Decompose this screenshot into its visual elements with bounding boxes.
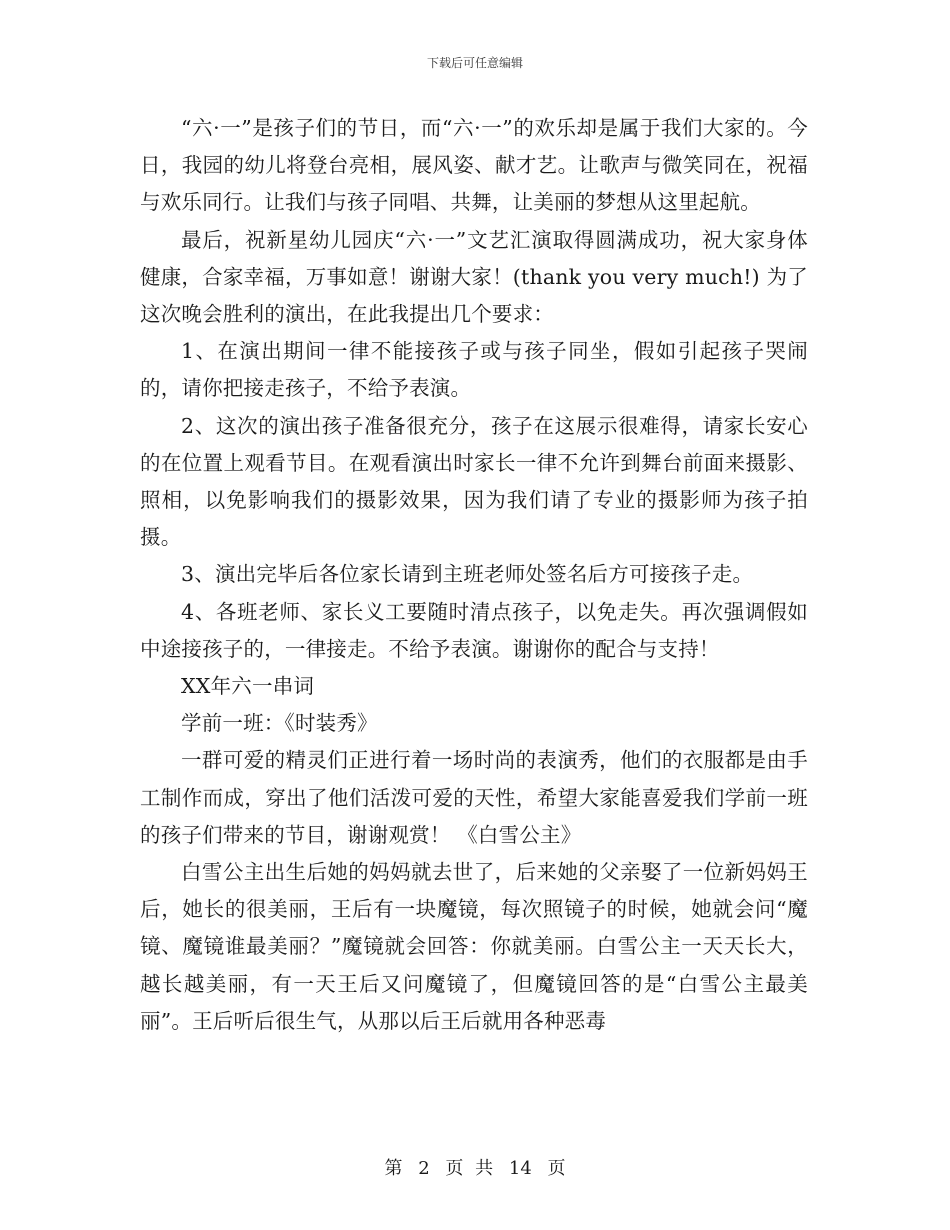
paragraph-snow-white: 白雪公主出生后她的妈妈就去世了，后来她的父亲娶了一位新妈妈王后，她长的很美丽，王后有一块魔镜，每次照镜子的时候，她就会问“魔镜、魔镜谁最美丽？”魔镜就会回答：你就美丽。白雪公主一天天长大，越长越美丽，有一天王后又问魔镜了，但魔镜回答的是“白雪公主最美丽”。王后听后很生气，从那以后王后就用各种恶毒 — [140, 860, 808, 1033]
paragraph-rule-4: 4、各班老师、家长义工要随时清点孩子，以免走失。再次强调假如中途接孩子的，一律接走。不给予表演。谢谢你的配合与支持！ — [140, 599, 808, 661]
paragraph-opening: “六·一”是孩子们的节日，而“六·一”的欢乐却是属于我们大家的。今日，我园的幼儿将登台亮相，展风姿、献才艺。让歌声与微笑同在，祝福与欢乐同行。让我们与孩子同唱、共舞，让美丽的梦想从这里起航。 — [140, 116, 808, 215]
paragraph-closing-wishes: 最后，祝新星幼儿园庆“六·一”文艺汇演取得圆满成功，祝大家身体健康，合家幸福，万事如意！谢谢大家！(thank you very much!) 为了这次晚会胜利的演出，在此我提出几个要求： — [140, 227, 808, 327]
page-header-note: 下载后可任意编辑 — [426, 56, 523, 70]
footer-suffix: 页 — [547, 1158, 566, 1179]
paragraph-rule-3: 3、演出完毕后各位家长请到主班老师处签名后方可接孩子走。 — [181, 562, 754, 587]
footer-total-pages: 14 — [508, 1158, 532, 1179]
paragraph-fashion-show: 一群可爱的精灵们正进行着一场时尚的表演秀，他们的衣服都是由手工制作而成，穿出了他们活泼可爱的天性，希望大家能喜爱我们学前一班的孩子们带来的节目，谢谢观赏！ 《白雪公主》 — [140, 748, 808, 847]
paragraph-rule-1: 1、在演出期间一律不能接孩子或与孩子同坐，假如引起孩子哭闹的，请你把接走孩子，不给予表演。 — [140, 339, 808, 401]
footer-middle: 页 共 — [445, 1158, 494, 1179]
document-body — [140, 110, 808, 1040]
footer-current-page: 2 — [418, 1158, 430, 1179]
section-heading: XX年六一串词 — [181, 674, 315, 699]
footer-prefix: 第 — [384, 1158, 403, 1179]
program-title: 学前一班：《时装秀》 — [181, 711, 378, 736]
page-number-footer — [0, 1154, 950, 1180]
paragraph-rule-2: 2、这次的演出孩子准备很充分，孩子在这展示很难得，请家长安心的在位置上观看节目。在观看演出时家长一律不允许到舞台前面来摄影、照相，以免影响我们的摄影效果，因为我们请了专业的摄影师为孩子拍摄。 — [140, 413, 808, 550]
